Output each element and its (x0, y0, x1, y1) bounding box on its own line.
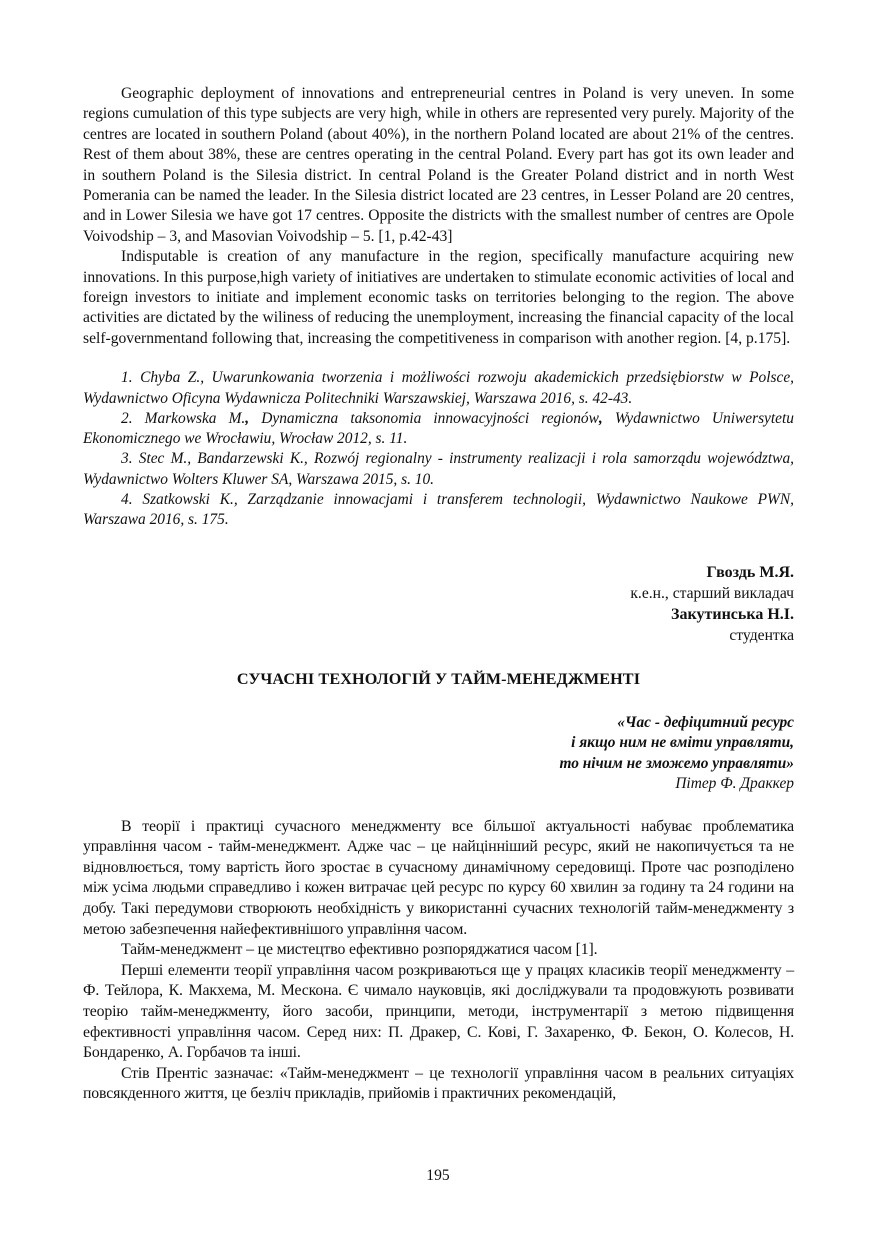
reference-item (83, 368, 794, 409)
reference-author: Markowska M. (144, 409, 246, 427)
reference-number: 3. (121, 450, 133, 468)
paragraph: Перші елементи теорії управління часом розкриваються ще у працях класиків теорії менеджменту – Ф. Тейлора, К. Макхема, М. Мескона. Є чимало науковців, які досліджували та продовжують розвивати теорію тайм-менеджменту, його засоби, принципи, методи, інструментарії з метою підвищення ефективності управління часом. Серед них: П. Дракер, С. Кові, Г. Захаренко, Ф. Бекон, О. Колесов, Н. Бондаренко, А. Горбачов та інші. (83, 961, 794, 1062)
paragraph: В теорії і практиці сучасного менеджменту все більшої актуальності набуває проблематика управління часом - тайм-менеджмент. Адже час – це найцінніший ресурс, який не накопичується та не відновлюється, тому вартість його зростає в сучасному динамічному середовищі. Проте час розподілено між усіма людьми справедливо і кожен витрачає цей ресурс по курсу 60 хвилин за годину та 24 години на добу. Такі передумови створюють необхідність у використанні сучасних технологій тайм-менеджменту з метою забезпечення найефективнішого управління часом. (83, 817, 794, 938)
reference-number: 2. (121, 409, 133, 427)
page-body (83, 84, 794, 1105)
reference-rest: Wydawnictwo Uniwersytetu Ekonomicznego we Wrocławiu, Wrocław 2012, s. 11. (83, 409, 794, 448)
author-name: Гвоздь М.Я. (706, 563, 794, 581)
english-section (83, 84, 794, 349)
references-list (83, 368, 794, 530)
epigraph-line: то нічим не зможемо управляти» (559, 754, 794, 772)
reference-item: 2. Markowska M., Dynamiczna taksonomia innowacyjności regionów, Wydawnictwo Uniwersytetu Ekonomicznego we Wrocławiu, Wrocław 2012, s. 11. (83, 409, 794, 448)
paragraph: Стів Прентіс зазначає: «Тайм-менеджмент – це технології управління часом в реальних ситуаціях повсякденного життя, це безліч прикладів, прийомів і практичних рекомендацій, (83, 1064, 794, 1103)
reference-text: Chyba Z., Uwarunkowania tworzenia i możliwości rozwoju akademickich przedsiębiorstw w Polsce, Wydawnictwo Oficyna Wydawnicza Politechniki Warszawskiej, Warszawa 2016, s. 42-43. (83, 369, 794, 407)
reference-number: 4. (121, 491, 133, 509)
epigraph-line: і якщо ним не вміти управляти, (571, 734, 794, 752)
reference-item (83, 449, 794, 490)
paragraph: Тайм-менеджмент – це мистецтво ефективно розпоряджатися часом [1]. (121, 941, 598, 959)
reference-text: Szatkowski K., Zarządzanie innowacjami i transferem technologii, Wydawnictwo Naukowe PWN, Warszawa 2016, s. 175. (83, 491, 794, 529)
reference-number: 1. (121, 369, 133, 387)
ukrainian-section (83, 817, 794, 1105)
paragraph: Indisputable is creation of any manufacture in the region, specifically manufacture acquiring new innovations. In this purpose,high variety of initiatives are undertaken to stimulate economic activities of local and foreign investors to initiate and implement economic tasks on territories belonging to the region. The above activities are dictated by the wiliness of reducing the unemployment, increasing the financial capacity of the local self-governmentand following that, increasing the competitiveness in comparison with another region. [4, p.175]. (83, 248, 794, 347)
page-number: 195 (426, 1167, 450, 1184)
epigraph-line: «Час - дефіцитний ресурс (617, 713, 794, 731)
author-name: Закутинська Н.І. (671, 605, 794, 623)
epigraph-author: Пітер Ф. Драккер (675, 775, 794, 793)
authors-block (83, 562, 794, 646)
reference-title: Dynamiczna taksonomia innowacyjności regionów (261, 409, 599, 427)
paragraph: Geographic deployment of innovations and entrepreneurial centres in Poland is very uneven. In some regions cumulation of this type subjects are very high, while in others are represented very purely. Majority of the centres are located in southern Poland (about 40%), in the northern Poland located are about 21% of the centres. Rest of them about 38%, these are centres operating in the central Poland. Every part has got its own leader and in southern Poland is the Silesia district. In central Poland is the Greater Poland district and in north West Pomerania can be named the leader. In the Silesia district located are 23 centres, in Lesser Poland are 20 centres, and in Lower Silesia we have got 17 centres. Opposite the districts with the smallest number of centres are Opole Voivodship – 3, and Masovian Voivodship – 5. [1, p.42-43] (83, 85, 794, 245)
author-role: к.е.н., старший викладач (630, 584, 794, 602)
reference-item (83, 490, 794, 531)
reference-text: Stec M., Bandarzewski K., Rozwój regionalny - instrumenty realizacji i rola samorządu województwa, Wydawnictwo Wolters Kluwer SA, Warszawa 2015, s. 10. (83, 450, 794, 488)
article-title: СУЧАСНІ ТЕХНОЛОГІЙ У ТАЙМ-МЕНЕДЖМЕНТІ (236, 669, 641, 688)
author-role: студентка (729, 626, 794, 644)
epigraph (83, 713, 794, 795)
